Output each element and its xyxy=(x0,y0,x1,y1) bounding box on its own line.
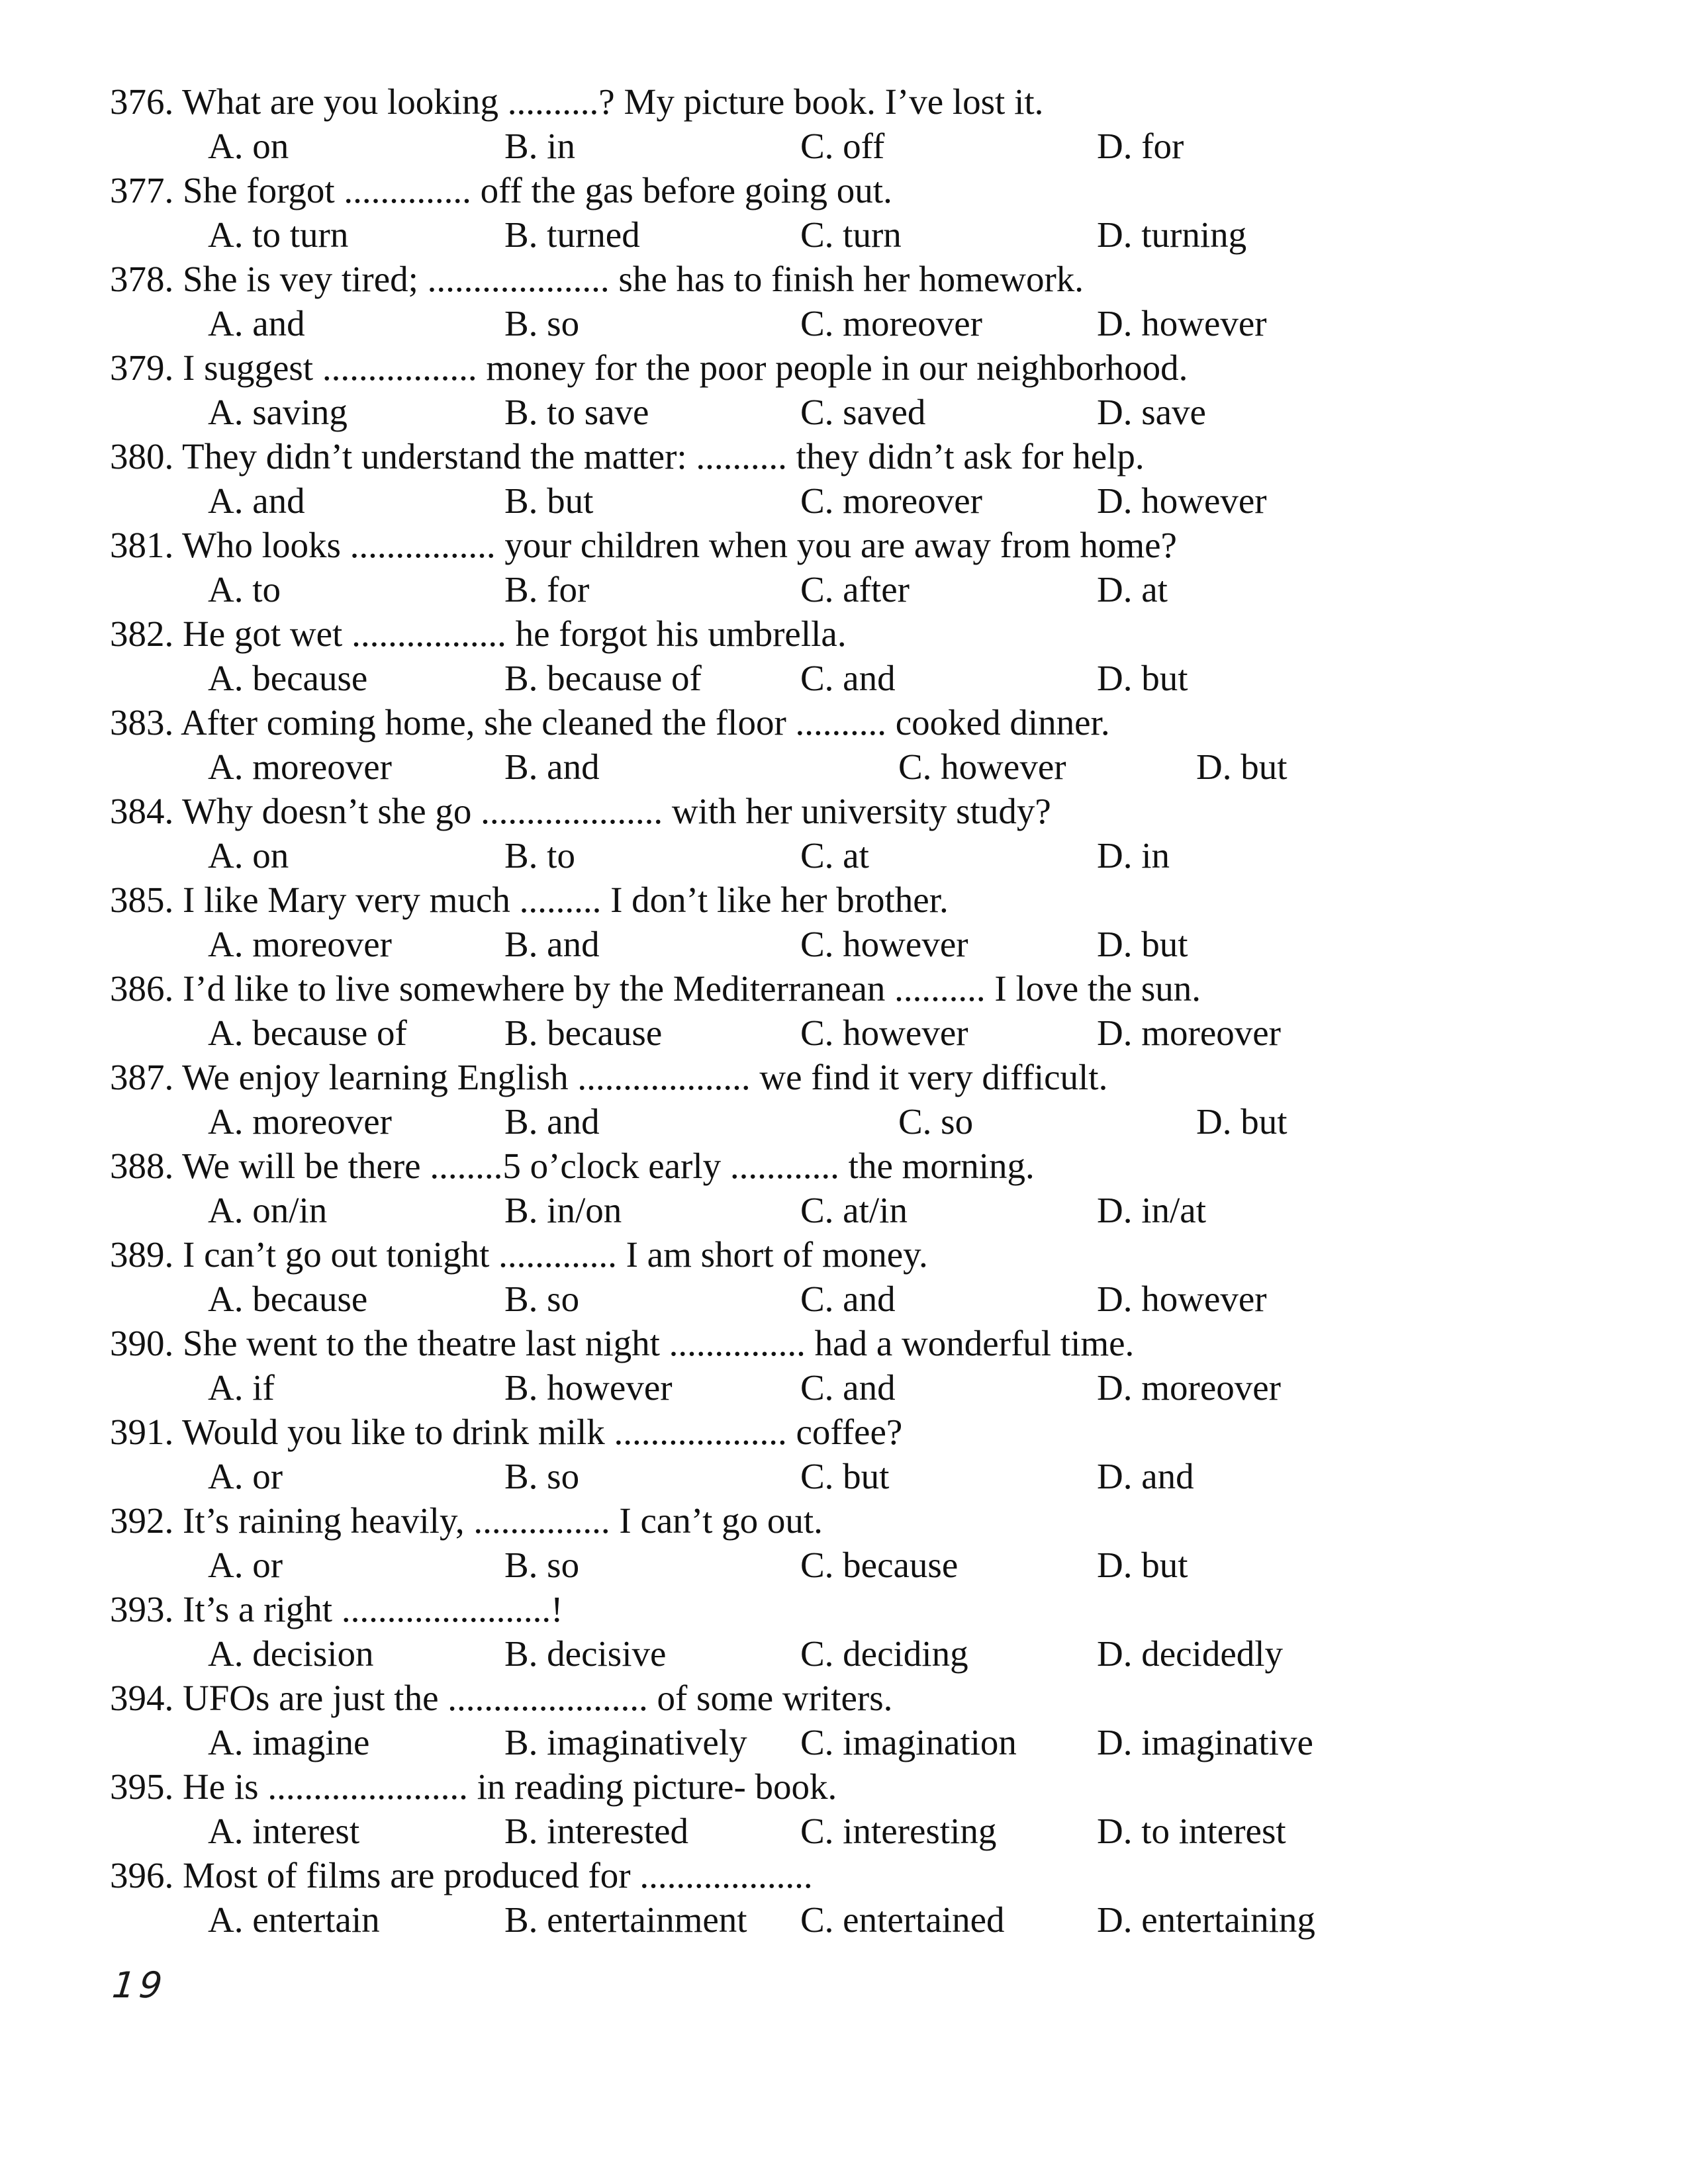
question-stem: 388. We will be there ........5 o’clock early ............ the morning. xyxy=(110,1146,1035,1186)
question-item xyxy=(110,523,1599,612)
option-c: C. because xyxy=(800,1545,959,1585)
question-item xyxy=(110,612,1599,700)
option-d: D. decidedly xyxy=(1097,1633,1284,1674)
option-a: A. entertain xyxy=(208,1899,380,1940)
option-b: B. decisive xyxy=(504,1633,667,1674)
answer-options xyxy=(110,390,1599,434)
option-a: A. to xyxy=(208,569,281,610)
option-b: B. so xyxy=(504,303,580,343)
option-c: C. and xyxy=(800,1367,896,1408)
answer-options xyxy=(110,212,1599,257)
answer-options xyxy=(110,745,1599,789)
question-item xyxy=(110,1232,1599,1321)
answer-options xyxy=(110,1011,1599,1055)
answer-options xyxy=(110,124,1599,168)
option-a: A. to turn xyxy=(208,214,349,255)
option-a: A. or xyxy=(208,1456,283,1496)
option-c: C. off xyxy=(800,126,885,166)
option-a: A. saving xyxy=(208,392,348,432)
option-b: B. in/on xyxy=(504,1190,622,1230)
question-list xyxy=(110,79,1599,1942)
option-d: D. for xyxy=(1097,126,1184,166)
option-c: C. at/in xyxy=(800,1190,908,1230)
option-d: D. moreover xyxy=(1097,1013,1281,1053)
answer-options xyxy=(110,922,1599,966)
option-b: B. so xyxy=(504,1279,580,1319)
question-stem: 376. What are you looking ..........? My picture book. I’ve lost it. xyxy=(110,81,1044,122)
question-item xyxy=(110,878,1599,966)
option-d: D. and xyxy=(1097,1456,1194,1496)
option-d: D. however xyxy=(1097,1279,1267,1319)
question-item xyxy=(110,345,1599,434)
option-a: A. on/in xyxy=(208,1190,328,1230)
question-stem: 396. Most of films are produced for ................... xyxy=(110,1855,813,1895)
question-item xyxy=(110,434,1599,523)
option-d: D. in/at xyxy=(1097,1190,1206,1230)
option-b: B. to save xyxy=(504,392,649,432)
option-c: C. moreover xyxy=(800,303,982,343)
question-stem: 394. UFOs are just the ...................... of some writers. xyxy=(110,1678,893,1718)
option-a: A. moreover xyxy=(208,1101,392,1142)
option-a: A. decision xyxy=(208,1633,374,1674)
option-b: B. and xyxy=(504,747,600,787)
question-stem: 391. Would you like to drink milk ................... coffee? xyxy=(110,1412,903,1452)
option-b: B. so xyxy=(504,1545,580,1585)
option-d: D. entertaining xyxy=(1097,1899,1315,1940)
option-a: A. and xyxy=(208,480,305,521)
question-stem: 384. Why doesn’t she go .................... with her university study? xyxy=(110,791,1051,831)
option-a: A. because of xyxy=(208,1013,407,1053)
option-a: A. if xyxy=(208,1367,275,1408)
option-d: D. imaginative xyxy=(1097,1722,1313,1762)
answer-options xyxy=(110,1809,1599,1853)
option-d: D. however xyxy=(1097,480,1267,521)
option-b: B. and xyxy=(504,924,600,964)
question-item xyxy=(110,1144,1599,1232)
option-b: B. imaginatively xyxy=(504,1722,747,1762)
option-b: B. for xyxy=(504,569,590,610)
option-c: C. turn xyxy=(800,214,902,255)
option-c: C. and xyxy=(800,658,896,698)
option-a: A. and xyxy=(208,303,305,343)
option-d: D. but xyxy=(1097,1545,1188,1585)
question-item xyxy=(110,700,1599,789)
option-c: C. moreover xyxy=(800,480,982,521)
question-item xyxy=(110,1764,1599,1853)
option-d: D. however xyxy=(1097,303,1267,343)
option-b: B. interested xyxy=(504,1811,688,1851)
question-stem: 395. He is ...................... in reading picture- book. xyxy=(110,1766,837,1807)
option-d: D. but xyxy=(1097,924,1188,964)
question-stem: 381. Who looks ................ your children when you are away from home? xyxy=(110,525,1177,565)
option-a: A. because xyxy=(208,658,368,698)
option-c: C. and xyxy=(800,1279,896,1319)
question-item xyxy=(110,257,1599,345)
question-stem: 380. They didn’t understand the matter: .......... they didn’t ask for help. xyxy=(110,436,1145,477)
question-item xyxy=(110,168,1599,257)
question-item xyxy=(110,1321,1599,1410)
answer-options xyxy=(110,656,1599,700)
answer-options xyxy=(110,1188,1599,1232)
answer-options xyxy=(110,1277,1599,1321)
option-c: C. after xyxy=(800,569,910,610)
option-d: D. to interest xyxy=(1097,1811,1286,1851)
question-item xyxy=(110,1676,1599,1764)
question-item xyxy=(110,1587,1599,1676)
option-b: B. because xyxy=(504,1013,663,1053)
option-c: C. but xyxy=(800,1456,890,1496)
question-stem: 392. It’s raining heavily, ............... I can’t go out. xyxy=(110,1500,823,1541)
option-b: B. so xyxy=(504,1456,580,1496)
question-stem: 383. After coming home, she cleaned the floor .......... cooked dinner. xyxy=(110,702,1110,743)
option-a: A. on xyxy=(208,835,289,876)
option-b: B. turned xyxy=(504,214,640,255)
question-item xyxy=(110,1498,1599,1587)
option-a: A. because xyxy=(208,1279,368,1319)
option-c: C. at xyxy=(800,835,869,876)
answer-options xyxy=(110,1365,1599,1410)
question-stem: 379. I suggest ................. money for the poor people in our neighborhood. xyxy=(110,347,1188,388)
option-b: B. to xyxy=(504,835,575,876)
option-c: C. deciding xyxy=(800,1633,968,1674)
option-b: B. but xyxy=(504,480,594,521)
option-c: C. interesting xyxy=(800,1811,997,1851)
option-c: C. entertained xyxy=(800,1899,1005,1940)
question-stem: 386. I’d like to live somewhere by the Mediterranean .......... I love the sun. xyxy=(110,968,1201,1009)
answer-options xyxy=(110,1454,1599,1498)
option-d: D. in xyxy=(1097,835,1170,876)
question-item xyxy=(110,966,1599,1055)
option-d: D. but xyxy=(1196,747,1288,787)
option-d: D. but xyxy=(1196,1101,1288,1142)
option-c: C. however xyxy=(800,924,968,964)
page-number: 19 xyxy=(110,1964,169,2006)
option-d: D. but xyxy=(1097,658,1188,698)
question-stem: 385. I like Mary very much ......... I don’t like her brother. xyxy=(110,880,949,920)
option-b: B. because of xyxy=(504,658,702,698)
option-d: D. turning xyxy=(1097,214,1247,255)
question-stem: 390. She went to the theatre last night ............... had a wonderful time. xyxy=(110,1323,1135,1363)
option-b: B. and xyxy=(504,1101,600,1142)
option-a: A. on xyxy=(208,126,289,166)
answer-options xyxy=(110,301,1599,345)
question-item xyxy=(110,789,1599,878)
question-stem: 382. He got wet ................. he forgot his umbrella. xyxy=(110,614,847,654)
option-a: A. imagine xyxy=(208,1722,370,1762)
question-stem: 387. We enjoy learning English ................... we find it very difficult. xyxy=(110,1057,1108,1097)
option-d: D. moreover xyxy=(1097,1367,1281,1408)
option-c: C. imagination xyxy=(800,1722,1017,1762)
question-stem: 389. I can’t go out tonight ............. I am short of money. xyxy=(110,1234,928,1275)
answer-options xyxy=(110,1897,1599,1942)
option-c: C. however xyxy=(898,747,1066,787)
option-a: A. moreover xyxy=(208,924,392,964)
answer-options xyxy=(110,567,1599,612)
question-item xyxy=(110,1410,1599,1498)
question-stem: 377. She forgot .............. off the gas before going out. xyxy=(110,170,892,210)
answer-options xyxy=(110,478,1599,523)
question-stem: 378. She is vey tired; .................... she has to finish her homework. xyxy=(110,259,1084,299)
question-item xyxy=(110,1853,1599,1942)
option-a: A. interest xyxy=(208,1811,360,1851)
question-item xyxy=(110,79,1599,168)
option-d: D. at xyxy=(1097,569,1168,610)
option-d: D. save xyxy=(1097,392,1206,432)
question-item xyxy=(110,1055,1599,1144)
answer-options xyxy=(110,1720,1599,1764)
option-c: C. saved xyxy=(800,392,926,432)
option-c: C. so xyxy=(898,1101,974,1142)
answer-options xyxy=(110,1099,1599,1144)
option-a: A. moreover xyxy=(208,747,392,787)
answer-options xyxy=(110,1543,1599,1587)
option-c: C. however xyxy=(800,1013,968,1053)
answer-options xyxy=(110,833,1599,878)
option-a: A. or xyxy=(208,1545,283,1585)
question-stem: 393. It’s a right .......................! xyxy=(110,1589,563,1629)
option-b: B. in xyxy=(504,126,575,166)
option-b: B. entertainment xyxy=(504,1899,747,1940)
answer-options xyxy=(110,1631,1599,1676)
option-b: B. however xyxy=(504,1367,673,1408)
